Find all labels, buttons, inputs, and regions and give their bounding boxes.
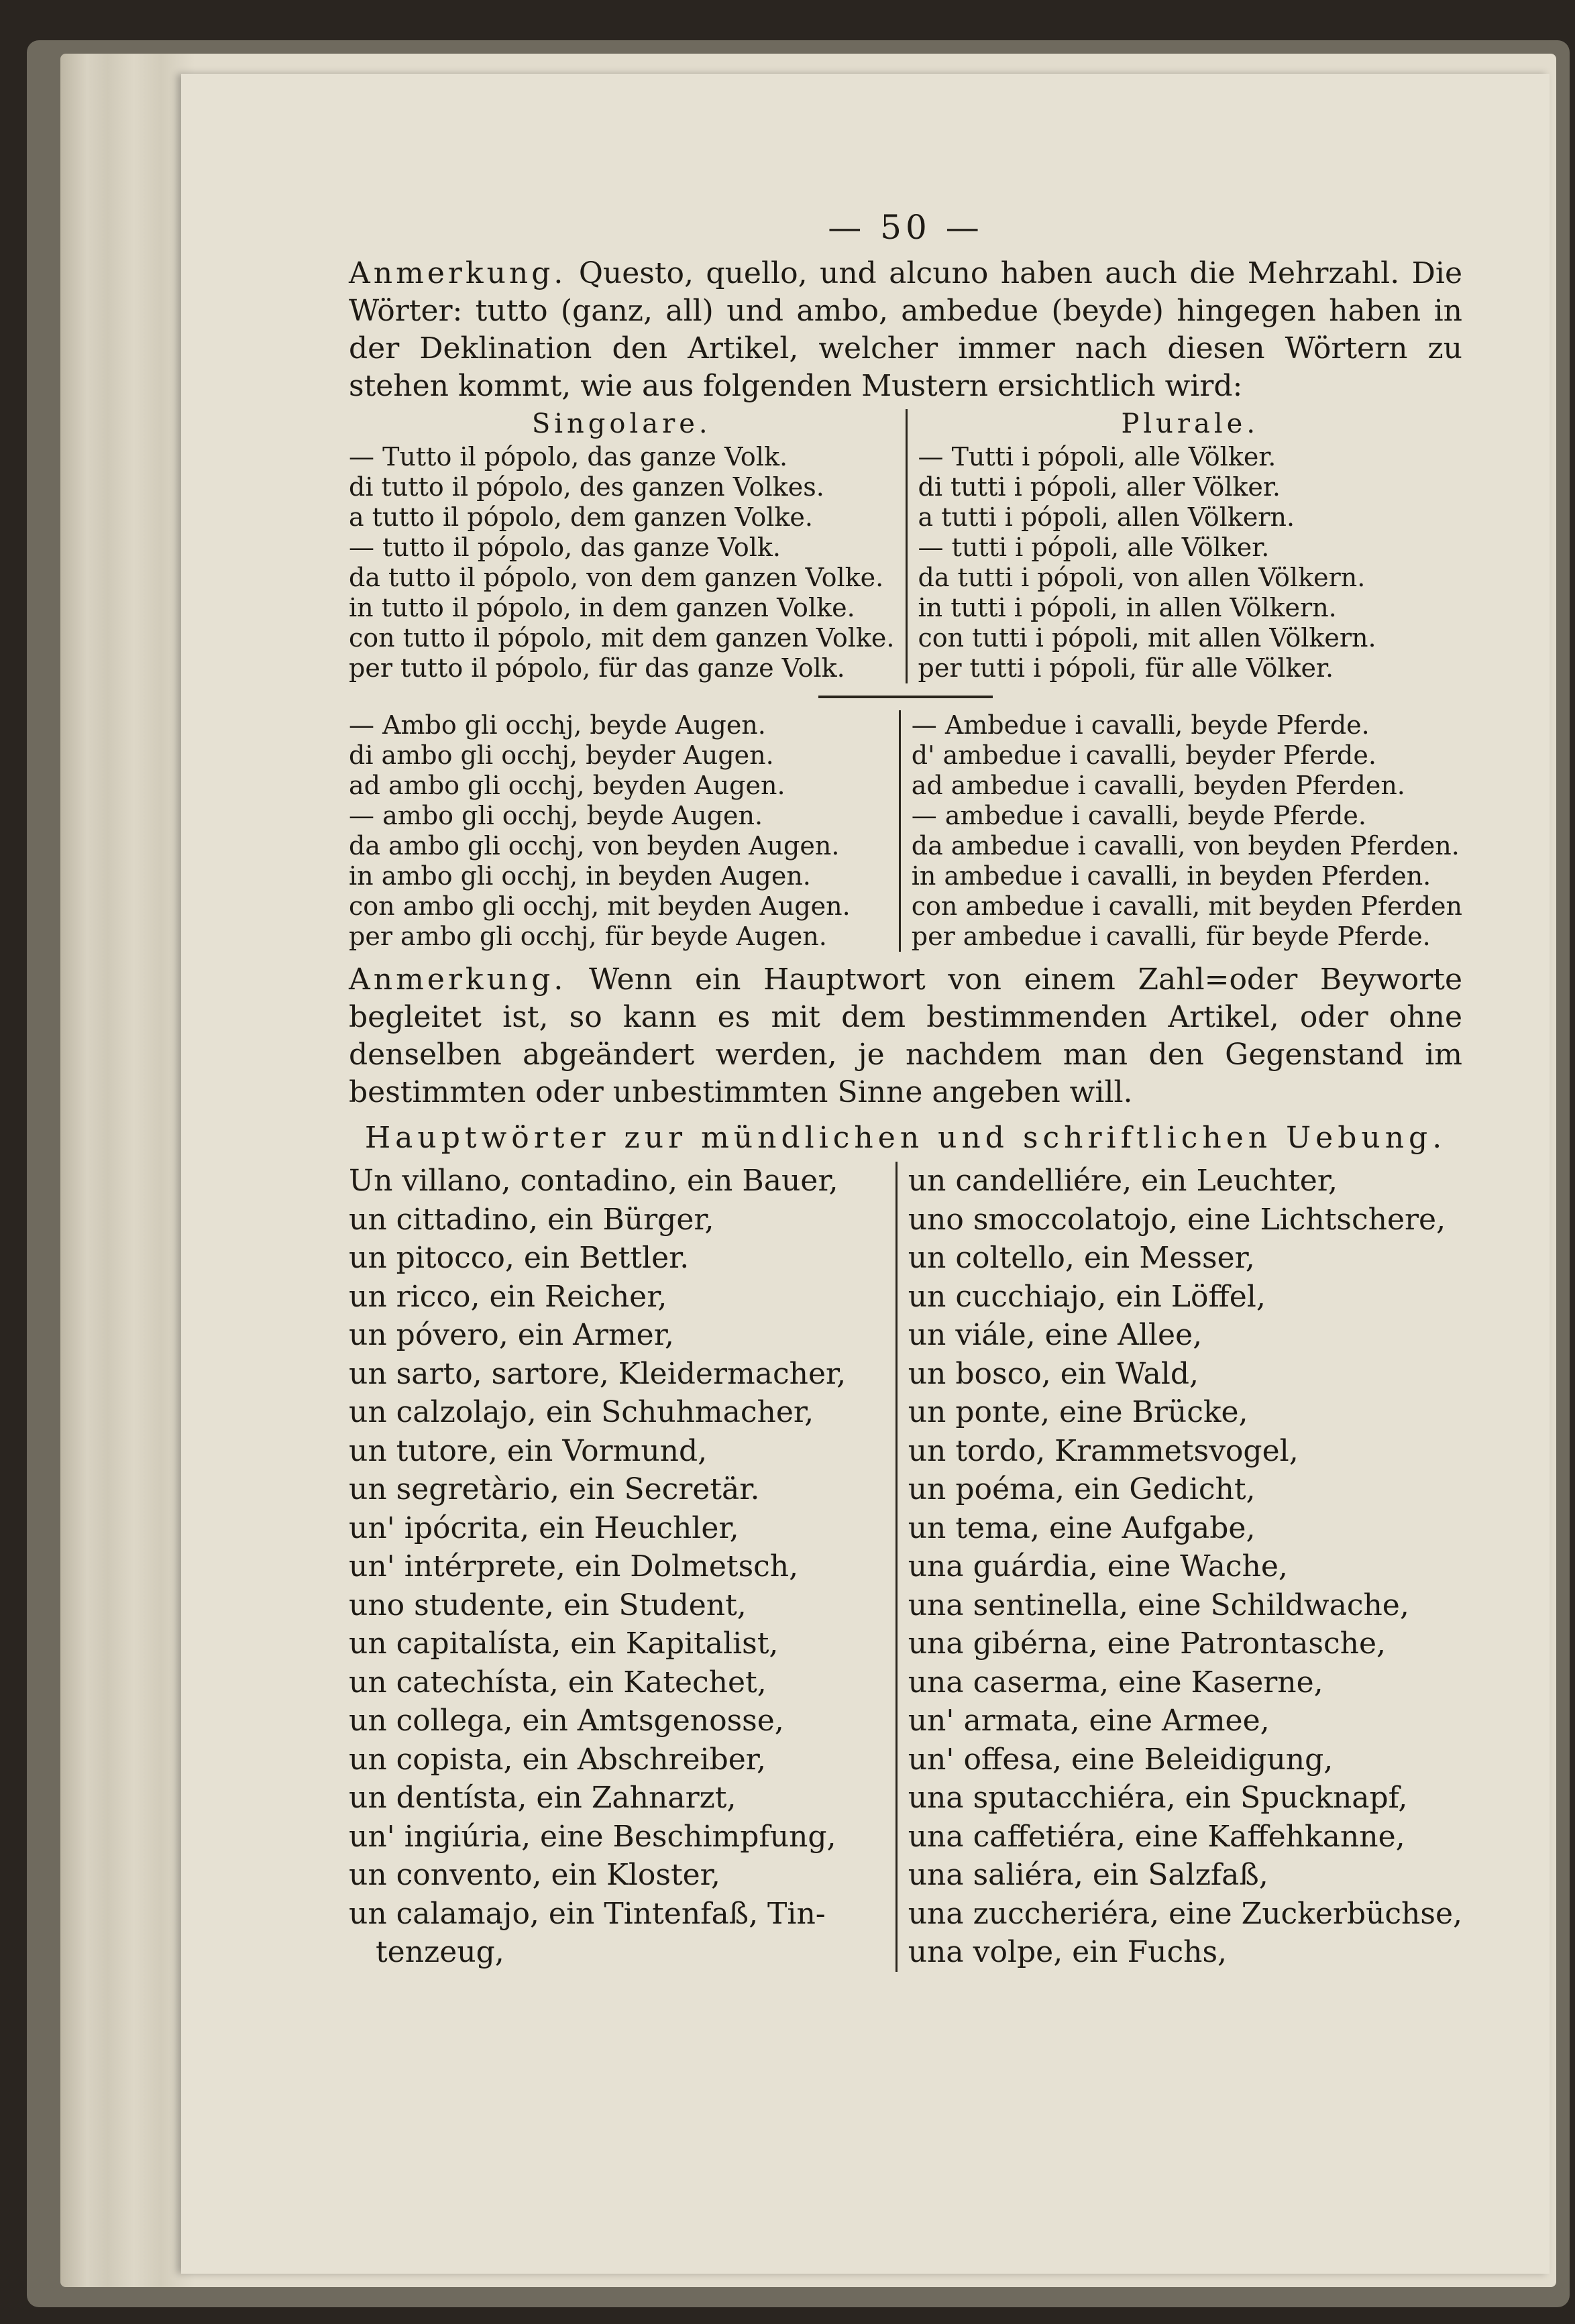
list-item: un candelliére, ein Leuchter, [908,1164,1338,1198]
table-row: — Tutti i pópoli, alle Völker. [918,442,1277,472]
table-row: d' ambedue i cavalli, beyder Pferde. [911,740,1376,770]
declension-table-ambo [349,710,1462,952]
vocabulary-list [349,1162,1462,1972]
table-row: di tutti i pópoli, aller Völker. [918,472,1281,502]
table-row: a tutto il pópolo, dem ganzen Volke. [349,502,813,532]
list-item: un bosco, ein Wald, [908,1356,1199,1391]
page-content [349,208,1462,2153]
list-item: una sputacchiéra, ein Spucknapf, [908,1781,1408,1815]
list-item: un' ipócrita, ein Heuchler, [349,1510,739,1545]
list-item: un tema, eine Aufgabe, [908,1510,1256,1545]
list-item: una sentinella, eine Schildwache, [908,1588,1409,1622]
ambo-column [349,710,899,952]
table-row: di ambo gli occhj, beyder Augen. [349,740,774,770]
list-item: un copista, ein Abschreiber, [349,1742,766,1777]
table-row: per ambedue i cavalli, für beyde Pferde. [911,922,1431,951]
list-item: un pitocco, ein Bettler. [349,1241,690,1275]
table-row: in tutto il pópolo, in dem ganzen Volke. [349,593,855,622]
table-row: per tutto il pópolo, für das ganze Volk. [349,653,845,683]
list-item: una saliéra, ein Salzfaß, [908,1858,1268,1892]
note-label: Anmerkung. [349,256,567,290]
table-row: — Ambedue i cavalli, beyde Pferde. [911,710,1370,740]
list-item: un catechísta, ein Katechet, [349,1665,767,1700]
list-item: un calamajo, ein Tintenfaß, Tin- [349,1896,826,1931]
list-item: un calzolajo, ein Schuhmacher, [349,1395,814,1429]
list-item: Un villano, contadino, ein Bauer, [349,1164,838,1198]
list-item: un convento, ein Kloster, [349,1858,720,1892]
list-item: un dentísta, ein Zahnarzt, [349,1781,737,1815]
table-row: per ambo gli occhj, für beyde Augen. [349,922,827,951]
table-row: ad ambedue i cavalli, beyden Pferden. [911,771,1405,800]
table-row: — ambo gli occhj, beyde Augen. [349,801,763,830]
table-row: in ambo gli occhj, in beyden Augen. [349,861,811,891]
list-item: un cucchiajo, ein Löffel, [908,1279,1266,1314]
list-item: un ponte, eine Brücke, [908,1395,1248,1429]
list-item: uno smoccolatojo, eine Lichtschere, [908,1202,1446,1237]
table-row: da ambo gli occhj, von beyden Augen. [349,831,840,861]
table-row: da tutti i pópoli, von allen Völkern. [918,563,1366,592]
list-item: un' armata, eine Armee, [908,1704,1270,1738]
table-row: — tutti i pópoli, alle Völker. [918,533,1270,562]
list-item: uno studente, ein Student, [349,1588,747,1622]
section-divider [818,696,993,698]
list-item: tenzeug, [376,1935,504,1969]
list-item: un' ingiúria, eine Beschimpfung, [349,1819,836,1854]
singular-header: Singolare. [531,408,712,439]
table-row: con ambo gli occhj, mit beyden Augen. [349,891,851,921]
note-paragraph-2 [349,961,1462,1111]
list-item: un cittadino, ein Bürger, [349,1202,714,1237]
list-item: una caserma, eine Kaserne, [908,1665,1323,1700]
plural-header: Plurale. [1121,408,1260,439]
note-text: Wenn ein Hauptwort von einem Zahl=oder Beyworte begleitet ist, so kann es mit dem bestimmenden Artikel, oder ohne denselben abgeändert werden, je nachdem man den Gegenstand im bestimmten oder unbestimmten Sinne angeben will. [349,962,1462,1109]
list-item: un' offesa, eine Beleidigung, [908,1742,1334,1777]
table-row: di tutto il pópolo, des ganzen Volkes. [349,472,824,502]
table-row: in ambedue i cavalli, in beyden Pferden. [911,861,1431,891]
vocab-right-column [895,1162,1462,1972]
list-item: un' intérprete, ein Dolmetsch, [349,1549,799,1584]
list-item: un póvero, ein Armer, [349,1318,674,1352]
table-row: con tutto il pópolo, mit dem ganzen Volke. [349,623,895,653]
list-item: una guárdia, eine Wache, [908,1549,1288,1584]
list-item: un segretàrio, ein Secretär. [349,1472,760,1506]
page-number: — 50 — [828,208,983,247]
note-text: Questo, quello, und alcuno haben auch die Mehrzahl. Die Wörter: tutto (ganz, all) und ambo, ambedue (beyde) hingegen haben in der Deklination den Artikel, welcher immer nach diesen Wörtern zu stehen kommt, wie aus folgenden Mustern ersichtlich wird: [349,256,1462,403]
vocab-left-column [349,1162,895,1972]
table-row: con tutti i pópoli, mit allen Völkern. [918,623,1376,653]
table-row: a tutti i pópoli, allen Völkern. [918,502,1295,532]
table-row: ad ambo gli occhj, beyden Augen. [349,771,785,800]
list-item: una caffetiéra, eine Kaffehkanne, [908,1819,1405,1854]
table-row: per tutti i pópoli, für alle Völker. [918,653,1334,683]
note-label: Anmerkung. [349,962,567,997]
list-item: un viále, eine Allee, [908,1318,1203,1352]
list-item: un coltello, ein Messer, [908,1241,1255,1275]
table-row: — ambedue i cavalli, beyde Pferde. [911,801,1366,830]
note-paragraph-1 [349,255,1462,405]
ambedue-column [899,710,1462,952]
declension-table-tutto [349,409,1462,683]
list-item: un poéma, ein Gedicht, [908,1472,1256,1506]
table-row: — Ambo gli occhj, beyde Augen. [349,710,766,740]
list-item: una volpe, ein Fuchs, [908,1935,1228,1969]
table-row: — Tutto il pópolo, das ganze Volk. [349,442,788,472]
vocab-heading: Hauptwörter zur mündlichen und schriftlichen Uebung. [364,1121,1447,1155]
table-row: da tutto il pópolo, von dem ganzen Volke. [349,563,884,592]
list-item: un ricco, ein Reicher, [349,1279,667,1314]
list-item: un capitalísta, ein Kapitalist, [349,1626,779,1661]
list-item: un tutore, ein Vormund, [349,1433,708,1468]
table-row: in tutti i pópoli, in allen Völkern. [918,593,1337,622]
list-item: una gibérna, eine Patrontasche, [908,1626,1386,1661]
list-item: un collega, ein Amtsgenosse, [349,1704,784,1738]
list-item: una zuccheriéra, eine Zuckerbüchse, [908,1896,1462,1931]
table-row: con ambedue i cavalli, mit beyden Pferden [911,891,1462,921]
table-row: — tutto il pópolo, das ganze Volk. [349,533,781,562]
table-row: da ambedue i cavalli, von beyden Pferden. [911,831,1460,861]
plural-column [906,409,1463,683]
list-item: un tordo, Krammetsvogel, [908,1433,1299,1468]
list-item: un sarto, sartore, Kleidermacher, [349,1356,847,1391]
singular-column [349,409,906,683]
